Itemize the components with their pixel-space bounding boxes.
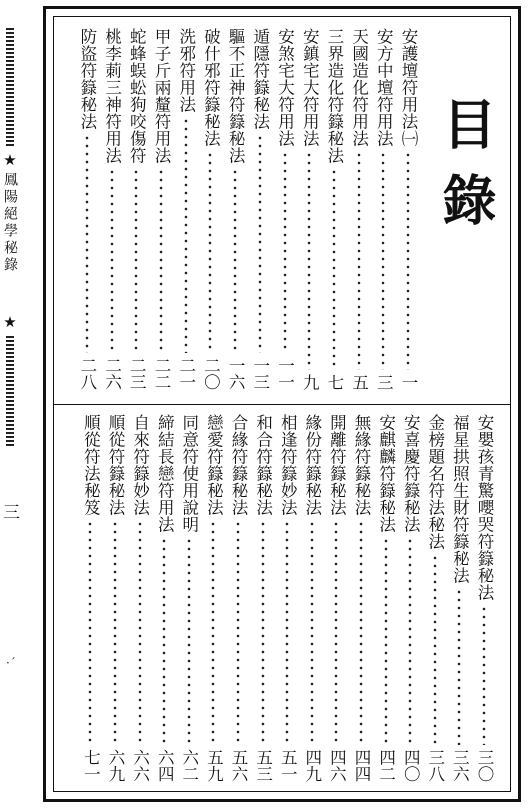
toc-entry xyxy=(198,28,222,390)
toc-entry-title: 同意符使用說明 xyxy=(179,414,199,533)
spine-book-title: 鳳陽絕學秘錄 xyxy=(2,172,18,274)
spine-rule-top xyxy=(6,28,14,148)
toc-entry-page: 四六 xyxy=(327,749,347,782)
toc-leader-dots xyxy=(297,151,321,370)
toc-leader-dots xyxy=(347,151,371,370)
book-spine-margin xyxy=(0,0,34,811)
toc-entry-title: 相逢符籙妙法 xyxy=(278,414,298,516)
toc-entry xyxy=(78,414,102,782)
toc-entry-page: 一六 xyxy=(226,357,246,390)
toc-entry xyxy=(396,28,420,390)
toc-entry-title: 三界造化符籙秘法 xyxy=(324,28,344,164)
spine-star-top: ★ xyxy=(3,151,17,169)
toc-entry xyxy=(324,414,348,782)
toc-entry xyxy=(124,28,148,390)
toc-entry-page: 六九 xyxy=(106,749,125,782)
toc-entry-title: 遁隱符籙秘法 xyxy=(250,28,270,130)
toc-heading: 目錄 xyxy=(434,96,497,248)
toc-leader-dots xyxy=(201,520,225,745)
toc-entry xyxy=(177,414,201,782)
toc-entry-page: 六六 xyxy=(130,749,150,782)
toc-leader-dots xyxy=(103,520,127,745)
toc-entry-title: 桃李莿三神符用法 xyxy=(102,28,122,164)
toc-entry-page: 三八 xyxy=(425,749,445,782)
toc-leader-dots xyxy=(174,117,198,353)
toc-entry-page: 四九 xyxy=(302,749,322,782)
toc-entry xyxy=(201,414,225,782)
toc-entry-title: 防盜符籙秘法 xyxy=(77,28,97,130)
toc-entry-page: 二〇 xyxy=(201,357,221,390)
toc-entry-title: 安方中壇符用法 xyxy=(374,28,394,147)
toc-entry-title: 順從符籙秘法 xyxy=(106,414,125,516)
toc-entry-page: 九 xyxy=(300,373,320,390)
toc-entry-title: 安喜慶符籙秘法 xyxy=(401,414,421,533)
toc-leader-dots xyxy=(223,168,247,353)
toc-entry-page: 二八 xyxy=(77,357,97,390)
toc-entry xyxy=(251,414,275,782)
toc-entry-title: 無緣符籙秘法 xyxy=(352,414,371,516)
spine-star-bottom: ★ xyxy=(3,313,17,331)
toc-leader-dots xyxy=(100,168,124,353)
toc-leader-dots xyxy=(152,537,176,745)
toc-entry xyxy=(100,28,124,390)
toc-leader-dots xyxy=(177,537,201,745)
section-divider xyxy=(53,404,511,405)
toc-leader-dots xyxy=(198,151,222,353)
toc-entry-page: 三〇 xyxy=(475,749,494,782)
toc-leader-dots xyxy=(149,168,173,353)
page-number: 三 xyxy=(3,503,20,523)
toc-entry xyxy=(273,28,297,390)
toc-leader-dots xyxy=(349,520,373,745)
toc-entry-page: 一 xyxy=(399,373,418,390)
toc-entry-title: 安鎮宅大符用法 xyxy=(300,28,320,147)
toc-entry xyxy=(275,414,299,782)
toc-entry xyxy=(248,28,272,390)
toc-entry xyxy=(174,28,198,390)
toc-leader-dots xyxy=(371,151,395,370)
toc-entry-page: 二二 xyxy=(152,357,171,390)
toc-entry-page: 六二 xyxy=(179,749,199,782)
toc-entry xyxy=(322,28,346,390)
toc-entry-title: 驅不正神符籙秘法 xyxy=(226,28,246,164)
toc-leader-dots xyxy=(128,520,152,745)
toc-entry-title: 合緣符籙秘法 xyxy=(229,414,248,516)
toc-entry-page: 五三 xyxy=(253,749,273,782)
toc-entry-title: 安嬰孩青驚嚶哭符籙秘法 xyxy=(475,414,494,601)
toc-entry-page: 四〇 xyxy=(401,749,421,782)
toc-leader-dots xyxy=(251,520,275,745)
toc-entry-page: 三 xyxy=(374,373,394,390)
toc-leader-dots xyxy=(124,168,148,353)
toc-entry-page: 七一 xyxy=(81,749,101,782)
toc-entry xyxy=(374,414,398,782)
toc-entry xyxy=(223,28,247,390)
toc-entry xyxy=(300,414,324,782)
toc-entry-page: 五一 xyxy=(278,749,298,782)
toc-entry-page: 二三 xyxy=(127,357,147,390)
toc-entry-title: 金榜題名符法秘法 xyxy=(425,414,445,550)
toc-entry-page: 二六 xyxy=(102,357,122,390)
toc-entry-page: 五六 xyxy=(229,749,248,782)
toc-entry-title: 順從符法秘笈 xyxy=(81,414,101,516)
toc-entry-title: 蛇蜂蜈蚣狗咬傷符 xyxy=(127,28,147,164)
toc-entry-title: 天國造化符用法 xyxy=(349,28,369,147)
toc-entry-title: 緣份符籙秘法 xyxy=(302,414,322,516)
toc-leader-dots xyxy=(447,588,471,745)
toc-entry xyxy=(152,414,176,782)
toc-entry xyxy=(472,414,496,782)
toc-entry-title: 洗邪符用法 xyxy=(176,28,196,113)
toc-entry-title: 締結長戀符用法 xyxy=(155,414,175,533)
toc-entry xyxy=(371,28,395,390)
toc-leader-dots xyxy=(396,151,420,370)
toc-entry xyxy=(447,414,471,782)
toc-entry xyxy=(398,414,422,782)
toc-entry-page: 三六 xyxy=(450,749,470,782)
toc-entry-title: 安麒麟符籙秘法 xyxy=(376,414,396,533)
toc-leader-dots xyxy=(324,520,348,745)
toc-leader-dots xyxy=(322,168,346,370)
toc-entry xyxy=(349,414,373,782)
toc-leader-dots xyxy=(226,520,250,745)
toc-entry-title: 自來符籙妙法 xyxy=(130,414,150,516)
toc-leader-dots xyxy=(275,520,299,745)
toc-entry-title: 甲子斤兩釐符用法 xyxy=(152,28,171,164)
toc-entry xyxy=(149,28,173,390)
toc-entry-title: 福星拱照生財符籙秘法 xyxy=(450,414,470,584)
toc-entry xyxy=(297,28,321,390)
spine-rule-bottom xyxy=(6,336,14,448)
toc-entry-title: 安煞宅大符用法 xyxy=(275,28,295,147)
toc-entry-title: 破什邪符籙秘法 xyxy=(201,28,221,147)
toc-entry-title: 安護壇符用法㈠ xyxy=(399,28,418,147)
toc-entry-page: 一一 xyxy=(275,357,295,390)
toc-entry-page: 四四 xyxy=(352,749,371,782)
toc-leader-dots xyxy=(78,520,102,745)
toc-entry xyxy=(103,414,127,782)
toc-entry xyxy=(128,414,152,782)
toc-entry-page: 二一 xyxy=(176,357,196,390)
toc-leader-dots xyxy=(248,134,272,353)
toc-entry-title: 和合符籙秘法 xyxy=(253,414,273,516)
toc-leader-dots xyxy=(75,134,99,353)
toc-leader-dots xyxy=(273,151,297,353)
toc-entry xyxy=(423,414,447,782)
toc-entry xyxy=(75,28,99,390)
toc-entry-page: 七 xyxy=(324,373,344,390)
toc-entry-page: 五 xyxy=(349,373,369,390)
toc-entry-title: 開離符籙秘法 xyxy=(327,414,347,516)
toc-entry-page: 六四 xyxy=(155,749,175,782)
toc-leader-dots xyxy=(423,554,447,745)
toc-leader-dots xyxy=(472,605,496,745)
toc-entry-page: 一三 xyxy=(250,357,270,390)
toc-entry-page: 五九 xyxy=(204,749,224,782)
print-smudge: ·ˊ xyxy=(6,656,16,670)
toc-leader-dots xyxy=(374,537,398,745)
toc-entry xyxy=(347,28,371,390)
toc-entry-page: 四二 xyxy=(376,749,396,782)
toc-leader-dots xyxy=(300,520,324,745)
toc-leader-dots xyxy=(398,537,422,745)
toc-entry-title: 戀愛符籙秘法 xyxy=(204,414,224,516)
toc-entry xyxy=(226,414,250,782)
